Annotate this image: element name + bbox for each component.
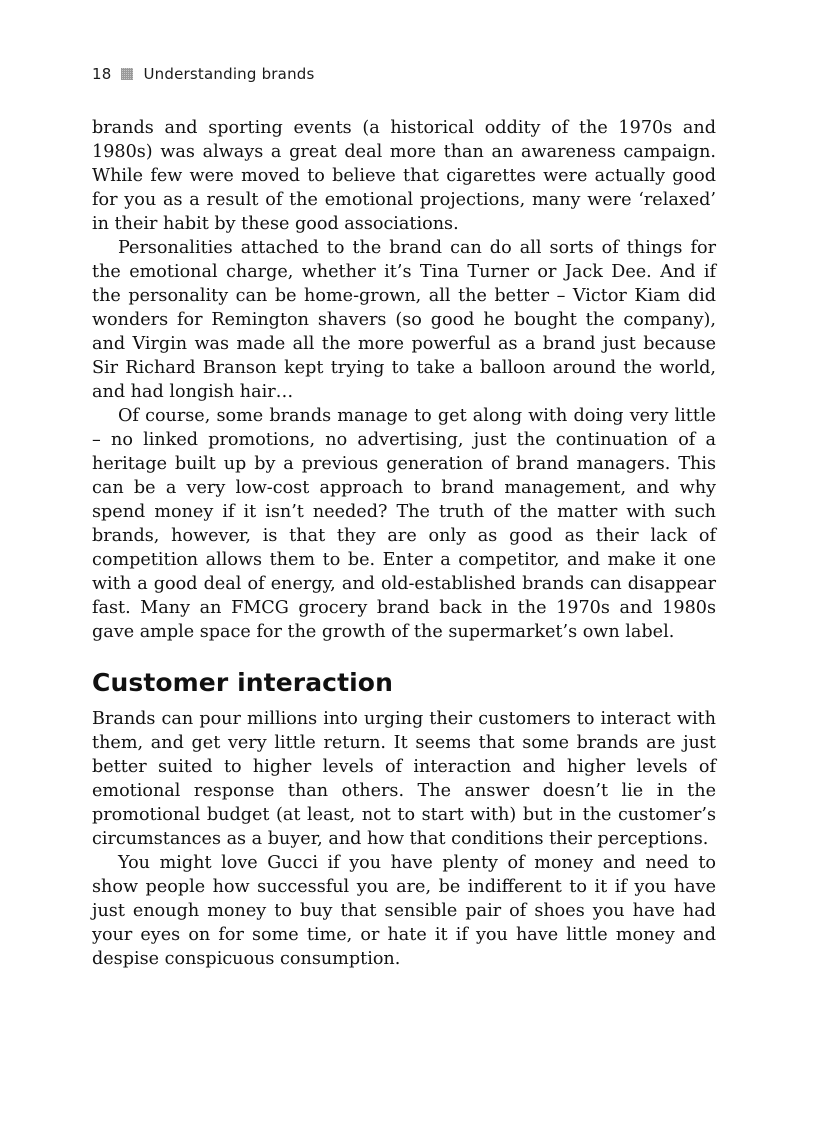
paragraph-personalities: Personalities attached to the brand can do all sorts of things for the emotional charge, whether it’s Tina Turner or Jack Dee. And if the personality can be home-grown, all the better – Victor Kiam did wonders for Remington shavers (so good he bought the company), and Virgin was made all the more powerful as a brand just because Sir Richard Branson kept trying to take a balloon around the world, and had longish hair… (92, 238, 716, 402)
section-heading: Customer interaction (92, 668, 393, 697)
running-head-title: Understanding brands (143, 65, 315, 83)
running-head (92, 63, 315, 85)
book-page (92, 0, 716, 1123)
paragraph-gucci: You might love Gucci if you have plenty of money and need to show people how successful you are, be indifferent to it if you have just enough money to buy that sensible pair of shoes you have had your eyes on for some time, or hate it if you have little money and despise conspicuous consumption. (92, 853, 716, 969)
header-square-ornament-icon (121, 68, 133, 80)
paragraph-continued: brands and sporting events (a historical oddity of the 1970s and 1980s) was always a great deal more than an awareness campaign. While few were moved to believe that cigarettes were actually good for you as a result of the emotional projections, many were ‘relaxed’ in their habit by these good associations. (92, 118, 716, 234)
paragraph-customer-interaction: Brands can pour millions into urging their customers to interact with them, and get very little return. It seems that some brands are just better suited to higher levels of interaction and higher levels of emotional response than others. The answer doesn’t lie in the promotional budget (at least, not to start with) but in the customer’s circumstances as a buyer, and how that conditions their perceptions. (92, 709, 716, 849)
body-text (92, 116, 716, 971)
paragraph-heritage-brands: Of course, some brands manage to get along with doing very little – no linked promotions, no advertising, just the continuation of a heritage built up by a previous generation of brand managers. This can be a very low-cost approach to brand management, and why spend money if it isn’t needed? The truth of the matter with such brands, however, is that they are only as good as their lack of competition allows them to be. Enter a competitor, and make it one with a good deal of energy, and old-established brands can disappear fast. Many an FMCG grocery brand back in the 1970s and 1980s gave ample space for the growth of the supermarket’s own label. (92, 406, 716, 642)
page-number: 18 (92, 65, 112, 83)
